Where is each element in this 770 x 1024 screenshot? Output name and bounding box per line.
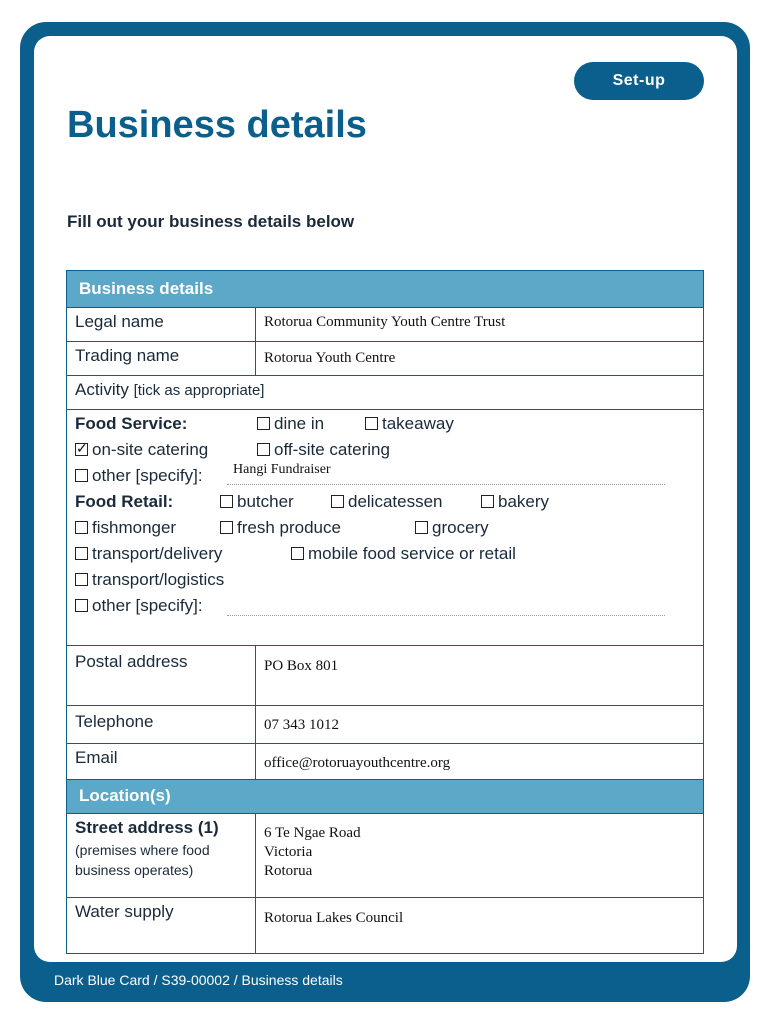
- locations-header: Location(s): [66, 780, 704, 814]
- food-service-other-line: [227, 484, 665, 485]
- fishmonger-option[interactable]: [75, 518, 176, 538]
- fishmonger-checkbox[interactable]: [75, 521, 88, 534]
- activity-label: Activity: [75, 380, 129, 399]
- telephone-row: [66, 706, 704, 744]
- legal-name-label: Legal name: [67, 308, 256, 341]
- butcher-option[interactable]: [220, 492, 294, 512]
- legal-name-field[interactable]: Rotorua Community Youth Centre Trust: [264, 314, 506, 330]
- street-address-row: [66, 814, 704, 898]
- water-supply-field[interactable]: Rotorua Lakes Council: [264, 910, 404, 926]
- transport-delivery-checkbox[interactable]: [75, 547, 88, 560]
- delicatessen-label: delicatessen: [348, 492, 443, 511]
- offsite-catering-option[interactable]: [257, 440, 390, 460]
- food-retail-other-label: other [specify]:: [92, 596, 203, 615]
- postal-address-label: Postal address: [67, 646, 256, 705]
- dine-in-label: dine in: [274, 414, 325, 433]
- food-service-other-option[interactable]: [75, 466, 203, 486]
- fresh-produce-option[interactable]: [220, 518, 341, 538]
- email-label: Email: [67, 744, 256, 779]
- food-service-other-label: other [specify]:: [92, 466, 203, 485]
- grocery-option[interactable]: [415, 518, 489, 538]
- trading-name-row: [66, 342, 704, 376]
- transport-logistics-label: transport/logistics: [92, 570, 225, 589]
- butcher-checkbox[interactable]: [220, 495, 233, 508]
- bakery-option[interactable]: [481, 492, 549, 512]
- footer-reference: Dark Blue Card / S39-00002 / Business details: [54, 972, 343, 988]
- page-subtitle: Fill out your business details below: [67, 212, 355, 231]
- delicatessen-option[interactable]: [331, 492, 443, 512]
- transport-logistics-option[interactable]: [75, 570, 224, 590]
- transport-logistics-checkbox[interactable]: [75, 573, 88, 586]
- butcher-label: butcher: [237, 492, 294, 511]
- dine-in-checkbox[interactable]: [257, 417, 270, 430]
- activity-options: [66, 410, 704, 646]
- activity-hint: [tick as appropriate]: [133, 382, 265, 399]
- food-retail-label: Food Retail:: [75, 492, 174, 511]
- street-address-label-cell: [67, 814, 256, 897]
- street-address-hint-line2: business operates): [75, 862, 194, 878]
- grocery-label: grocery: [432, 518, 489, 537]
- mobile-food-option[interactable]: [291, 544, 516, 564]
- bakery-label: bakery: [498, 492, 550, 511]
- postal-address-field[interactable]: PO Box 801: [264, 658, 339, 674]
- trading-name-label: Trading name: [67, 342, 256, 375]
- email-row: [66, 744, 704, 780]
- grocery-checkbox[interactable]: [415, 521, 428, 534]
- takeaway-checkbox[interactable]: [365, 417, 378, 430]
- water-supply-label: Water supply: [67, 898, 256, 953]
- food-retail-other-line: [227, 615, 665, 616]
- onsite-catering-label: on-site catering: [92, 440, 209, 459]
- street-address-line1: 6 Te Ngae Road: [264, 825, 361, 841]
- dine-in-option[interactable]: [257, 414, 324, 434]
- postal-address-row: [66, 646, 704, 706]
- offsite-catering-label: off-site catering: [274, 440, 390, 459]
- email-field[interactable]: office@rotoruayouthcentre.org: [264, 755, 451, 771]
- onsite-catering-option[interactable]: [75, 440, 208, 460]
- setup-tab-button[interactable]: Set-up: [574, 62, 704, 100]
- street-address-line3: Rotorua: [264, 863, 313, 879]
- food-service-other-value[interactable]: Hangi Fundraiser: [233, 462, 331, 477]
- offsite-catering-checkbox[interactable]: [257, 443, 270, 456]
- delicatessen-checkbox[interactable]: [331, 495, 344, 508]
- activity-row: [66, 376, 704, 410]
- trading-name-field[interactable]: Rotorua Youth Centre: [264, 350, 396, 366]
- food-service-label: Food Service:: [75, 414, 188, 433]
- street-address-field[interactable]: [256, 814, 703, 897]
- legal-name-row: [66, 308, 704, 342]
- water-supply-row: [66, 898, 704, 954]
- transport-delivery-option[interactable]: [75, 544, 222, 564]
- mobile-food-label: mobile food service or retail: [308, 544, 516, 563]
- fresh-produce-checkbox[interactable]: [220, 521, 233, 534]
- bakery-checkbox[interactable]: [481, 495, 494, 508]
- takeaway-option[interactable]: [365, 414, 454, 434]
- takeaway-label: takeaway: [382, 414, 454, 433]
- mobile-food-checkbox[interactable]: [291, 547, 304, 560]
- telephone-field[interactable]: 07 343 1012: [264, 717, 339, 733]
- street-address-label: Street address (1): [75, 818, 219, 837]
- onsite-catering-checkbox[interactable]: [75, 443, 88, 456]
- transport-delivery-label: transport/delivery: [92, 544, 223, 563]
- telephone-label: Telephone: [67, 706, 256, 743]
- street-address-hint: [75, 840, 247, 880]
- street-address-hint-line1: (premises where food: [75, 842, 210, 858]
- fresh-produce-label: fresh produce: [237, 518, 341, 537]
- food-retail-other-option[interactable]: [75, 596, 203, 616]
- page-title: Business details: [67, 104, 367, 146]
- street-address-line2: Victoria: [264, 844, 313, 860]
- business-details-header: Business details: [66, 270, 704, 308]
- food-retail-other-checkbox[interactable]: [75, 599, 88, 612]
- fishmonger-label: fishmonger: [92, 518, 177, 537]
- food-service-other-checkbox[interactable]: [75, 469, 88, 482]
